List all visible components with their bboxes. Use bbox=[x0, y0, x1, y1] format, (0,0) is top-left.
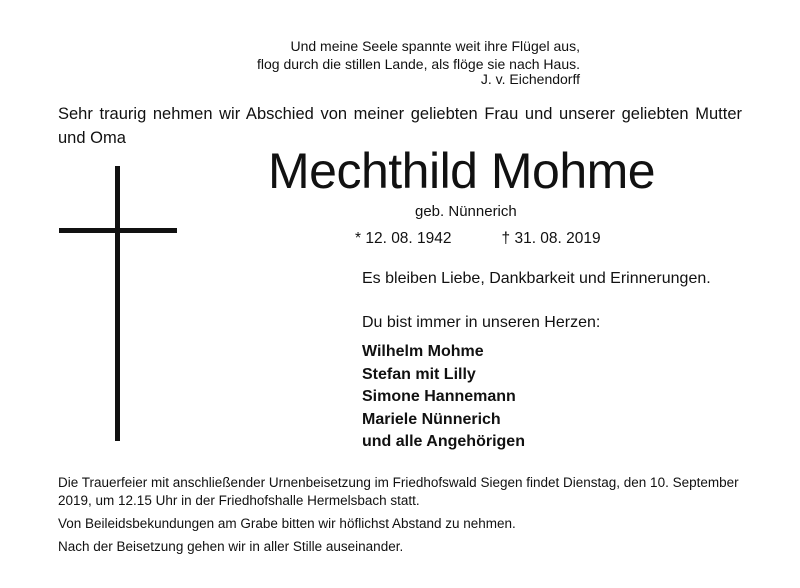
heart-quote: Du bist immer in unseren Herzen: bbox=[362, 314, 601, 331]
birth-name: geb. Nünnerich bbox=[415, 203, 517, 220]
cross-horizontal-bar bbox=[59, 228, 177, 233]
poem-line-2: flog durch die stillen Lande, als flöge sie nach Haus. bbox=[257, 56, 580, 72]
mourner-name: und alle Angehörigen bbox=[362, 433, 525, 450]
life-dates bbox=[355, 230, 601, 248]
mourner-name: Wilhelm Mohme bbox=[362, 343, 484, 360]
poem-line-1: Und meine Seele spannte weit ihre Flügel aus, bbox=[290, 38, 580, 54]
death-date: † 31. 08. 2019 bbox=[501, 230, 601, 247]
cross-vertical-bar bbox=[115, 166, 120, 441]
mourner-name: Stefan mit Lilly bbox=[362, 365, 476, 383]
mourner-name: Mariele Nünnerich bbox=[362, 410, 501, 428]
silence-notice: Nach der Beisetzung gehen wir in aller Stille auseinander. bbox=[58, 539, 404, 554]
memorial-quote: Es bleiben Liebe, Dankbarkeit und Erinnerungen. bbox=[362, 270, 711, 287]
condolence-notice: Von Beileidsbekundungen am Grabe bitten wir höflichst Abstand zu nehmen. bbox=[58, 516, 516, 531]
mourner-name: Simone Hannemann bbox=[362, 388, 516, 405]
ceremony-notice: Die Trauerfeier mit anschließender Urnenbeisetzung im Friedhofswald Siegen findet Dienstag, den 10. September 2019, um 12.15 Uhr in der Friedhofshalle Hermelsbach statt. bbox=[58, 475, 739, 508]
birth-date: * 12. 08. 1942 bbox=[355, 230, 452, 247]
deceased-name: Mechthild Mohme bbox=[268, 143, 656, 199]
mourners-list bbox=[362, 341, 525, 454]
intro-text: Sehr traurig nehmen wir Abschied von meiner geliebten Frau und unserer geliebten Mutter und Oma bbox=[58, 105, 742, 147]
poem-author: J. v. Eichendorff bbox=[480, 71, 580, 87]
